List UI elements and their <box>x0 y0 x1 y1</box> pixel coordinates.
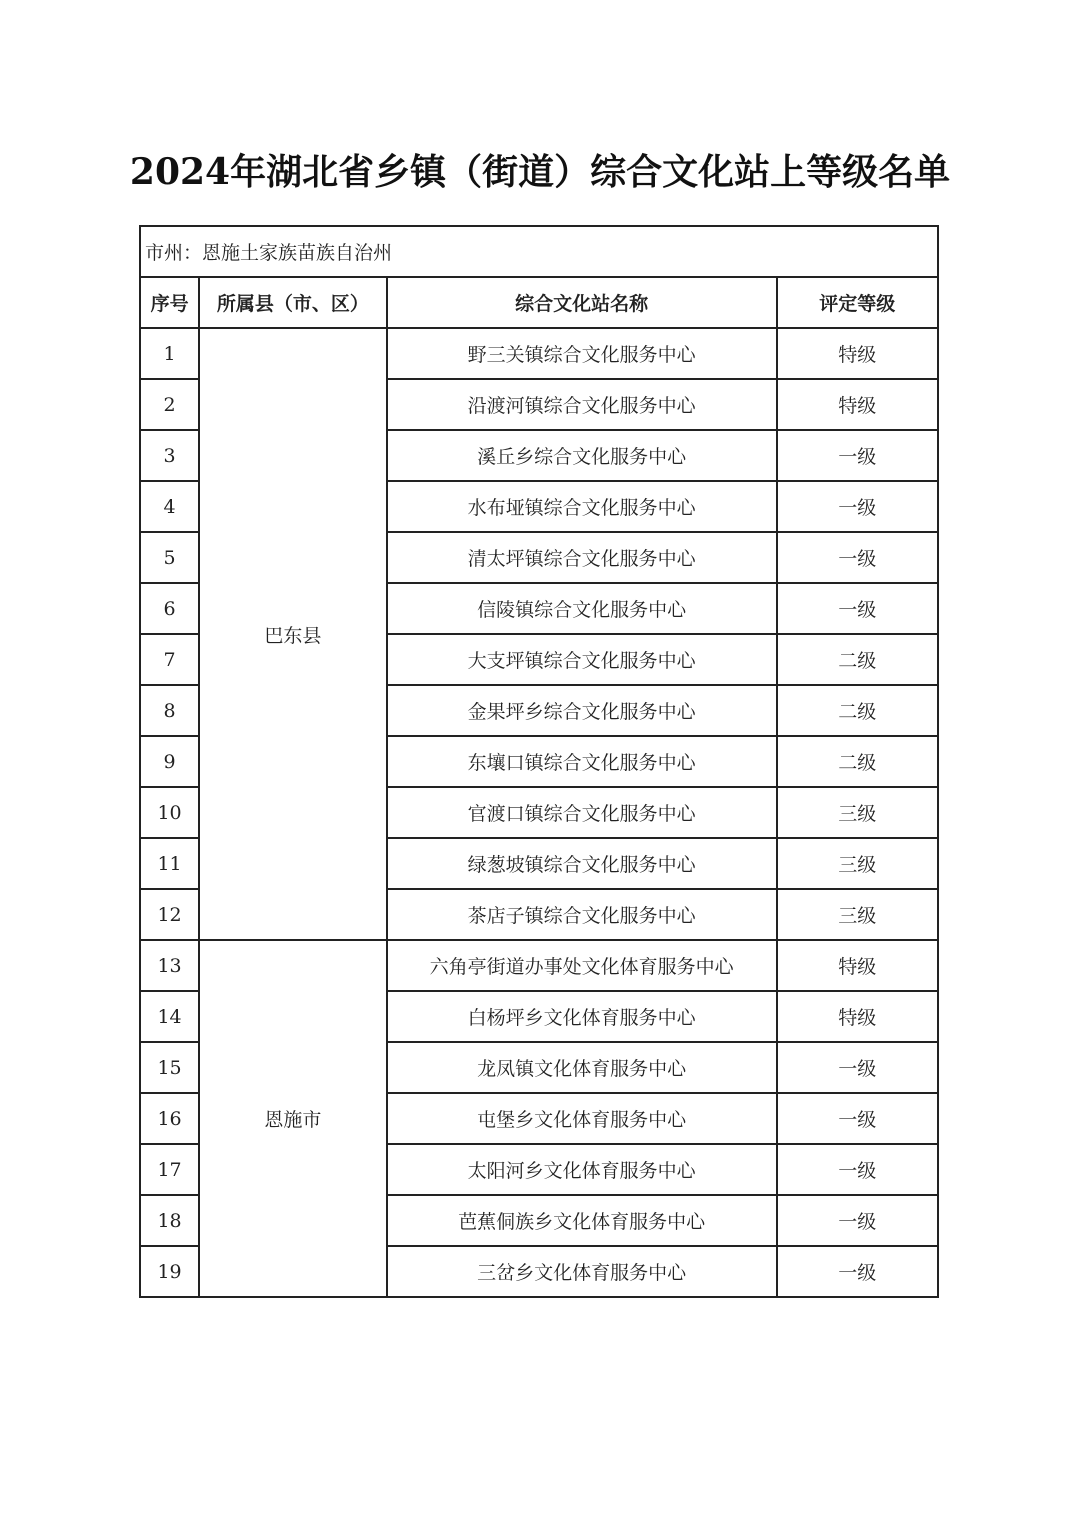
cell-grade: 三级 <box>777 838 938 889</box>
cell-seq: 3 <box>140 430 199 481</box>
cell-seq: 2 <box>140 379 199 430</box>
cell-seq: 9 <box>140 736 199 787</box>
cell-grade: 一级 <box>777 1093 938 1144</box>
cell-station-name: 官渡口镇综合文化服务中心 <box>387 787 777 838</box>
cell-grade: 一级 <box>777 1195 938 1246</box>
table-row <box>140 328 938 379</box>
cell-station-name: 信陵镇综合文化服务中心 <box>387 583 777 634</box>
cell-seq: 7 <box>140 634 199 685</box>
cell-station-name: 三岔乡文化体育服务中心 <box>387 1246 777 1297</box>
region-label: 市州：恩施土家族苗族自治州 <box>140 226 938 277</box>
cell-county: 巴东县 <box>199 328 386 940</box>
cell-seq: 14 <box>140 991 199 1042</box>
table-body <box>140 226 938 1297</box>
cell-station-name: 茶店子镇综合文化服务中心 <box>387 889 777 940</box>
cell-station-name: 白杨坪乡文化体育服务中心 <box>387 991 777 1042</box>
table-row <box>140 940 938 991</box>
cell-seq: 17 <box>140 1144 199 1195</box>
cell-grade: 特级 <box>777 940 938 991</box>
cell-station-name: 沿渡河镇综合文化服务中心 <box>387 379 777 430</box>
cell-county: 恩施市 <box>199 940 386 1297</box>
cell-station-name: 太阳河乡文化体育服务中心 <box>387 1144 777 1195</box>
cell-grade: 二级 <box>777 685 938 736</box>
cell-station-name: 屯堡乡文化体育服务中心 <box>387 1093 777 1144</box>
cell-seq: 1 <box>140 328 199 379</box>
cell-grade: 一级 <box>777 1144 938 1195</box>
cell-seq: 4 <box>140 481 199 532</box>
header-grade: 评定等级 <box>777 277 938 328</box>
cell-seq: 5 <box>140 532 199 583</box>
region-row <box>140 226 938 277</box>
cell-station-name: 野三关镇综合文化服务中心 <box>387 328 777 379</box>
cell-seq: 19 <box>140 1246 199 1297</box>
cell-seq: 15 <box>140 1042 199 1093</box>
cell-station-name: 六角亭街道办事处文化体育服务中心 <box>387 940 777 991</box>
cell-station-name: 清太坪镇综合文化服务中心 <box>387 532 777 583</box>
cell-seq: 8 <box>140 685 199 736</box>
header-seq: 序号 <box>140 277 199 328</box>
cell-seq: 16 <box>140 1093 199 1144</box>
cell-grade: 一级 <box>777 1246 938 1297</box>
cell-grade: 特级 <box>777 991 938 1042</box>
cell-grade: 三级 <box>777 787 938 838</box>
cell-station-name: 金果坪乡综合文化服务中心 <box>387 685 777 736</box>
cell-grade: 一级 <box>777 481 938 532</box>
header-county: 所属县（市、区） <box>199 277 386 328</box>
cell-seq: 10 <box>140 787 199 838</box>
page-title: 2024年湖北省乡镇（街道）综合文化站上等级名单 <box>129 151 951 193</box>
header-name: 综合文化站名称 <box>387 277 777 328</box>
cell-grade: 特级 <box>777 328 938 379</box>
cell-seq: 13 <box>140 940 199 991</box>
cell-station-name: 绿葱坡镇综合文化服务中心 <box>387 838 777 889</box>
cell-station-name: 大支坪镇综合文化服务中心 <box>387 634 777 685</box>
cell-grade: 一级 <box>777 532 938 583</box>
cell-grade: 三级 <box>777 889 938 940</box>
cell-grade: 特级 <box>777 379 938 430</box>
header-row <box>140 277 938 328</box>
cell-seq: 11 <box>140 838 199 889</box>
cell-grade: 二级 <box>777 634 938 685</box>
cell-seq: 12 <box>140 889 199 940</box>
cell-grade: 一级 <box>777 430 938 481</box>
rating-table <box>139 225 939 1298</box>
cell-grade: 一级 <box>777 583 938 634</box>
cell-station-name: 溪丘乡综合文化服务中心 <box>387 430 777 481</box>
cell-grade: 二级 <box>777 736 938 787</box>
cell-station-name: 水布垭镇综合文化服务中心 <box>387 481 777 532</box>
cell-station-name: 芭蕉侗族乡文化体育服务中心 <box>387 1195 777 1246</box>
cell-station-name: 东壤口镇综合文化服务中心 <box>387 736 777 787</box>
cell-seq: 18 <box>140 1195 199 1246</box>
cell-seq: 6 <box>140 583 199 634</box>
cell-grade: 一级 <box>777 1042 938 1093</box>
cell-station-name: 龙凤镇文化体育服务中心 <box>387 1042 777 1093</box>
